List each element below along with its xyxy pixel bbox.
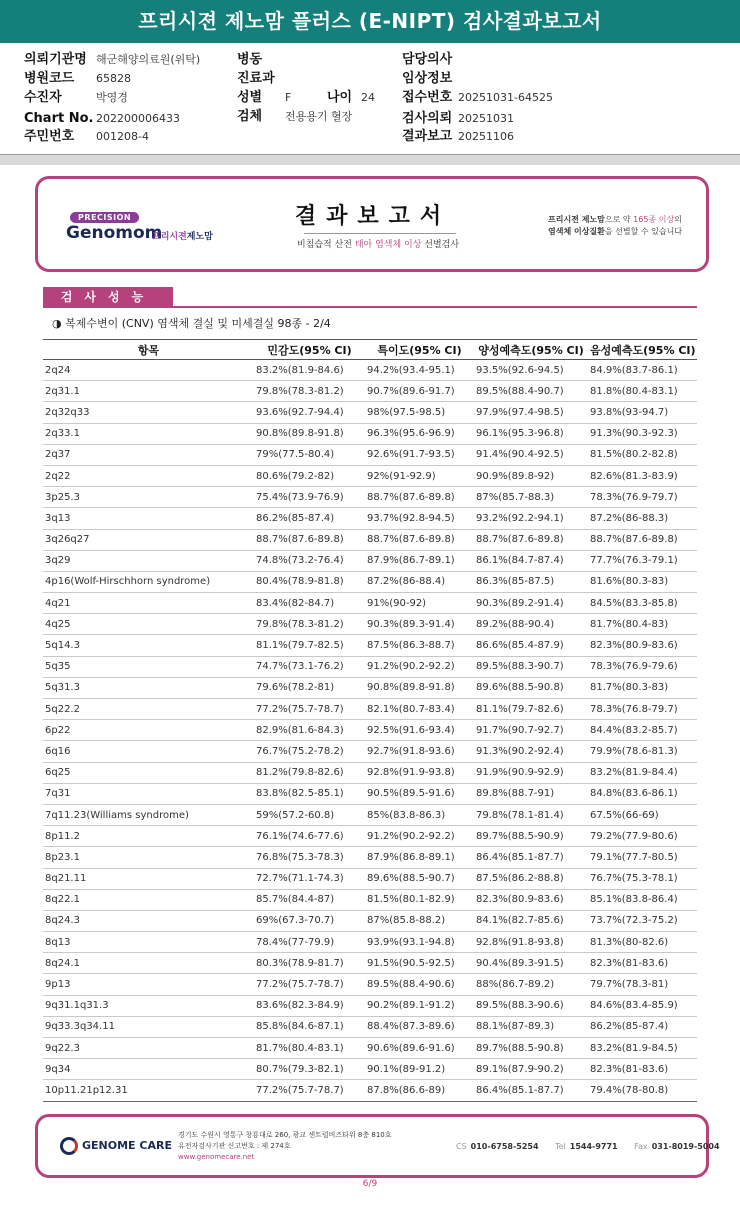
cell-ppv: 79.8%(78.1-81.4) [474, 804, 588, 825]
cell-specificity: 91.5%(90.5-92.5) [365, 953, 474, 974]
table-row [43, 656, 697, 677]
cell-npv: 81.7%(80.3-83) [588, 677, 697, 698]
cell-specificity: 91.2%(90.2-92.2) [365, 656, 474, 677]
table-row [43, 1080, 697, 1101]
cell-specificity: 91.2%(90.2-92.2) [365, 826, 474, 847]
cell-item: 8q24.1 [43, 953, 254, 974]
cell-npv: 84.6%(83.4-85.9) [588, 995, 697, 1016]
subtitle-part-1: 비침습적 산전 [296, 240, 355, 250]
footer-contacts [456, 1142, 734, 1151]
genomom-logo: Genomom [66, 223, 163, 243]
separator-band [0, 155, 740, 165]
age-label: 나이 [327, 90, 353, 105]
fax-label: Fax [634, 1142, 648, 1151]
cell-item: 9p13 [43, 974, 254, 995]
cell-ppv: 86.4%(85.1-87.7) [474, 847, 588, 868]
cell-ppv: 91.4%(90.4-92.5) [474, 444, 588, 465]
fax-number: 031-8019-5004 [651, 1142, 720, 1151]
cell-ppv: 89.5%(88.3-90.6) [474, 995, 588, 1016]
promo-text [548, 214, 698, 238]
page-number: 6/9 [362, 1179, 378, 1189]
cell-sensitivity: 79.8%(78.3-81.2) [254, 381, 365, 402]
cell-sensitivity: 77.2%(75.7-78.7) [254, 974, 365, 995]
subtitle-highlight: 태아 염색체 이상 [354, 240, 422, 250]
cell-sensitivity: 85.8%(84.6-87.1) [254, 1016, 365, 1037]
cell-item: 2q33.1 [43, 423, 254, 444]
cell-specificity: 87.9%(86.8-89.1) [365, 847, 474, 868]
promo-text-2: 의 [674, 215, 682, 224]
cell-npv: 82.6%(81.3-83.9) [588, 465, 697, 486]
genome-care-icon [60, 1137, 78, 1155]
age-value: 24 [361, 91, 375, 104]
cell-item: 2q37 [43, 444, 254, 465]
table-row [43, 444, 697, 465]
cell-sensitivity: 80.4%(78.9-81.8) [254, 571, 365, 592]
cell-item: 8q21.11 [43, 868, 254, 889]
table-row [43, 720, 697, 741]
cell-specificity: 87%(85.8-88.2) [365, 910, 474, 931]
cell-item: 8q13 [43, 932, 254, 953]
cell-specificity: 93.7%(92.8-94.5) [365, 508, 474, 529]
header-item: 항목 [43, 340, 254, 360]
table-row [43, 995, 697, 1016]
precision-badge: PRECISION [70, 212, 139, 223]
section-divider [43, 306, 697, 308]
cell-npv: 88.7%(87.6-89.8) [588, 529, 697, 550]
chart-no-value: 202200006433 [96, 112, 180, 125]
website-link[interactable]: www.genomecare.net [178, 1153, 255, 1161]
cell-specificity: 88.7%(87.6-89.8) [365, 487, 474, 508]
cell-ppv: 90.9%(89.8-92) [474, 465, 588, 486]
table-header-row [43, 340, 697, 360]
cell-item: 7q11.23(Williams syndrome) [43, 804, 254, 825]
report-title-bar: 프리시젼 제노맘 플러스 (E-NIPT) 검사결과보고서 [0, 0, 740, 43]
cell-sensitivity: 79.8%(78.3-81.2) [254, 614, 365, 635]
request-date-value: 20251031 [458, 112, 514, 125]
cell-ppv: 84.1%(82.7-85.6) [474, 910, 588, 931]
result-report-heading: 결과보고서 [294, 203, 452, 229]
cell-specificity: 93.9%(93.1-94.8) [365, 932, 474, 953]
table-row [43, 360, 697, 381]
cell-sensitivity: 80.6%(79.2-82) [254, 465, 365, 486]
cell-ppv: 81.1%(79.7-82.6) [474, 699, 588, 720]
cell-specificity: 85%(83.8-86.3) [365, 804, 474, 825]
performance-table [43, 339, 697, 1102]
cell-ppv: 92.8%(91.8-93.8) [474, 932, 588, 953]
table-row [43, 826, 697, 847]
cell-ppv: 89.8%(88.7-91) [474, 783, 588, 804]
cell-sensitivity: 74.8%(73.2-76.4) [254, 550, 365, 571]
cell-specificity: 91%(90-92) [365, 593, 474, 614]
cell-sensitivity: 77.2%(75.7-78.7) [254, 699, 365, 720]
cell-npv: 79.4%(78-80.8) [588, 1080, 697, 1101]
cell-item: 8p11.2 [43, 826, 254, 847]
cell-sensitivity: 69%(67.3-70.7) [254, 910, 365, 931]
cell-specificity: 88.7%(87.6-89.8) [365, 529, 474, 550]
cell-item: 4q25 [43, 614, 254, 635]
table-row [43, 508, 697, 529]
cs-label: CS [456, 1142, 467, 1151]
cell-item: 8p23.1 [43, 847, 254, 868]
cell-specificity: 90.3%(89.3-91.4) [365, 614, 474, 635]
cell-item: 5q31.3 [43, 677, 254, 698]
cell-npv: 81.6%(80.3-83) [588, 571, 697, 592]
doctor-label: 담당의사 [402, 52, 453, 67]
cell-sensitivity: 83.8%(82.5-85.1) [254, 783, 365, 804]
cell-ppv: 82.3%(80.9-83.6) [474, 889, 588, 910]
cell-npv: 84.8%(83.6-86.1) [588, 783, 697, 804]
cell-ppv: 87.5%(86.2-88.8) [474, 868, 588, 889]
genomom-sublogo [152, 229, 213, 242]
cell-item: 3q13 [43, 508, 254, 529]
cell-npv: 81.7%(80.4-83) [588, 614, 697, 635]
cell-sensitivity: 82.9%(81.6-84.3) [254, 720, 365, 741]
table-row [43, 868, 697, 889]
table-row [43, 847, 697, 868]
cell-npv: 78.3%(76.9-79.6) [588, 656, 697, 677]
cell-specificity: 98%(97.5-98.5) [365, 402, 474, 423]
cell-sensitivity: 76.7%(75.2-78.2) [254, 741, 365, 762]
table-row [43, 423, 697, 444]
cell-npv: 83.2%(81.9-84.5) [588, 1038, 697, 1059]
cell-ppv: 97.9%(97.4-98.5) [474, 402, 588, 423]
subtitle-part-2: 선별검사 [421, 240, 460, 250]
address-line-1: 경기도 수원시 영통구 창룡대로 260, 광교 센트럴비즈타워 8층 810호 [178, 1131, 392, 1139]
cell-specificity: 81.5%(80.1-82.9) [365, 889, 474, 910]
cell-sensitivity: 83.2%(81.9-84.6) [254, 360, 365, 381]
cell-sensitivity: 86.2%(85-87.4) [254, 508, 365, 529]
table-row [43, 402, 697, 423]
cell-item: 4p16(Wolf-Hirschhorn syndrome) [43, 571, 254, 592]
cell-specificity: 87.2%(86-88.4) [365, 571, 474, 592]
cell-ppv: 89.1%(87.9-90.2) [474, 1059, 588, 1080]
cell-item: 7q31 [43, 783, 254, 804]
table-row [43, 762, 697, 783]
table-row [43, 571, 697, 592]
promo-text-1: 으로 약 [604, 215, 634, 224]
institution-value: 해군해양의료원(위탁) [96, 53, 201, 66]
cell-specificity: 92%(91-92.9) [365, 465, 474, 486]
report-date-value: 20251106 [458, 130, 514, 143]
cell-item: 5q22.2 [43, 699, 254, 720]
sex-value: F [285, 91, 292, 104]
cell-specificity: 90.1%(89-91.2) [365, 1059, 474, 1080]
cell-specificity: 90.2%(89.1-91.2) [365, 995, 474, 1016]
registration-line: 유전자검사기관 신고번호 : 제 274호 [178, 1142, 291, 1150]
report-subtitle [278, 237, 478, 250]
cell-npv: 84.5%(83.3-85.8) [588, 593, 697, 614]
ward-label: 병동 [237, 52, 263, 67]
cell-sensitivity: 85.7%(84.4-87) [254, 889, 365, 910]
promo-disease: 염색체 이상질환 [548, 227, 605, 236]
cell-ppv: 89.2%(88-90.4) [474, 614, 588, 635]
patient-info-panel [0, 43, 740, 155]
cell-sensitivity: 93.6%(92.7-94.4) [254, 402, 365, 423]
table-row [43, 381, 697, 402]
table-row [43, 932, 697, 953]
cell-specificity: 90.5%(89.5-91.6) [365, 783, 474, 804]
chart-no-label: Chart No. [24, 111, 94, 126]
cell-npv: 73.7%(72.3-75.2) [588, 910, 697, 931]
cell-npv: 93.8%(93-94.7) [588, 402, 697, 423]
table-row [43, 1059, 697, 1080]
cell-npv: 87.2%(86-88.3) [588, 508, 697, 529]
cell-item: 2q22 [43, 465, 254, 486]
cell-sensitivity: 83.6%(82.3-84.9) [254, 995, 365, 1016]
cell-specificity: 94.2%(93.4-95.1) [365, 360, 474, 381]
cell-sensitivity: 90.8%(89.8-91.8) [254, 423, 365, 444]
receipt-no-value: 20251031-64525 [458, 91, 553, 104]
cell-specificity: 90.8%(89.8-91.8) [365, 677, 474, 698]
cell-sensitivity: 80.7%(79.3-82.1) [254, 1059, 365, 1080]
cell-ppv: 90.3%(89.2-91.4) [474, 593, 588, 614]
cell-specificity: 82.1%(80.7-83.4) [365, 699, 474, 720]
cell-specificity: 92.5%(91.6-93.4) [365, 720, 474, 741]
cell-ppv: 88.1%(87-89.3) [474, 1016, 588, 1037]
cell-sensitivity: 79.6%(78.2-81) [254, 677, 365, 698]
section-caption: ◑ 복제수변이 (CNV) 염색체 결실 및 미세결실 98종 - 2/4 [52, 317, 331, 330]
brand-sub-2: 제노맘 [186, 232, 213, 242]
cell-sensitivity: 79%(77.5-80.4) [254, 444, 365, 465]
cell-npv: 79.1%(77.7-80.5) [588, 847, 697, 868]
cell-ppv: 86.1%(84.7-87.4) [474, 550, 588, 571]
cell-specificity: 90.7%(89.6-91.7) [365, 381, 474, 402]
cell-ppv: 93.5%(92.6-94.5) [474, 360, 588, 381]
cell-ppv: 91.9%(90.9-92.9) [474, 762, 588, 783]
cell-specificity: 92.6%(91.7-93.5) [365, 444, 474, 465]
cell-ppv: 86.4%(85.1-87.7) [474, 1080, 588, 1101]
promo-count: 165종 이상 [633, 215, 675, 224]
brand-sub-1: 프리시젼 [152, 232, 187, 242]
table-row [43, 529, 697, 550]
cell-npv: 85.1%(83.8-86.4) [588, 889, 697, 910]
cell-ppv: 89.5%(88.3-90.7) [474, 656, 588, 677]
cell-npv: 82.3%(81-83.6) [588, 1059, 697, 1080]
cell-ppv: 86.3%(85-87.5) [474, 571, 588, 592]
cell-sensitivity: 81.1%(79.7-82.5) [254, 635, 365, 656]
cell-item: 5q35 [43, 656, 254, 677]
genome-care-name: GENOME CARE [82, 1139, 172, 1152]
cell-specificity: 89.5%(88.4-90.6) [365, 974, 474, 995]
cell-npv: 67.5%(66-69) [588, 804, 697, 825]
cell-sensitivity: 75.4%(73.9-76.9) [254, 487, 365, 508]
heading-divider [304, 233, 456, 234]
cell-npv: 84.9%(83.7-86.1) [588, 360, 697, 381]
header-ppv: 양성예측도(95% CI) [474, 340, 588, 360]
footer-box [35, 1114, 720, 1178]
table-row [43, 1038, 697, 1059]
hospital-code-label: 병원코드 [24, 71, 75, 86]
hospital-code-value: 65828 [96, 72, 131, 85]
cell-sensitivity: 59%(57.2-60.8) [254, 804, 365, 825]
cell-item: 5q14.3 [43, 635, 254, 656]
promo-text-3: 을 선별할 수 있습니다 [604, 227, 683, 236]
cell-npv: 79.7%(78.3-81) [588, 974, 697, 995]
request-date-label: 검사의뢰 [402, 111, 453, 126]
cell-ppv: 86.6%(85.4-87.9) [474, 635, 588, 656]
institution-label: 의뢰기관명 [24, 52, 87, 67]
recipient-value: 박영경 [96, 91, 128, 104]
cell-specificity: 89.6%(88.5-90.7) [365, 868, 474, 889]
cell-ppv: 88.7%(87.6-89.8) [474, 529, 588, 550]
cell-item: 8q22.1 [43, 889, 254, 910]
resident-no-label: 주민번호 [24, 129, 75, 144]
cell-item: 3p25.3 [43, 487, 254, 508]
cell-item: 6q16 [43, 741, 254, 762]
cell-item: 8q24.3 [43, 910, 254, 931]
report-date-label: 결과보고 [402, 129, 453, 144]
table-row [43, 889, 697, 910]
cell-specificity: 92.7%(91.8-93.6) [365, 741, 474, 762]
cell-sensitivity: 80.3%(78.9-81.7) [254, 953, 365, 974]
cell-npv: 86.2%(85-87.4) [588, 1016, 697, 1037]
cell-npv: 81.8%(80.4-83.1) [588, 381, 697, 402]
cell-sensitivity: 74.7%(73.1-76.2) [254, 656, 365, 677]
specimen-value: 전용용기 혈장 [285, 110, 353, 123]
cell-specificity: 87.9%(86.7-89.1) [365, 550, 474, 571]
table-row [43, 910, 697, 931]
cell-specificity: 92.8%(91.9-93.8) [365, 762, 474, 783]
footer-address [178, 1130, 392, 1163]
cell-sensitivity: 76.8%(75.3-78.3) [254, 847, 365, 868]
table-row [43, 783, 697, 804]
cell-sensitivity: 76.1%(74.6-77.6) [254, 826, 365, 847]
cell-ppv: 91.7%(90.7-92.7) [474, 720, 588, 741]
cell-ppv: 91.3%(90.2-92.4) [474, 741, 588, 762]
cell-item: 6q25 [43, 762, 254, 783]
dept-label: 진료과 [237, 71, 275, 86]
header-sensitivity: 민감도(95% CI) [254, 340, 365, 360]
promo-brand: 프리시젼 제노맘 [548, 215, 605, 224]
table-row [43, 593, 697, 614]
report-banner [35, 176, 709, 272]
cell-ppv: 96.1%(95.3-96.8) [474, 423, 588, 444]
cell-npv: 78.3%(76.9-79.7) [588, 487, 697, 508]
cell-sensitivity: 83.4%(82-84.7) [254, 593, 365, 614]
clinical-info-label: 임상정보 [402, 71, 453, 86]
cell-item: 10p11.21p12.31 [43, 1080, 254, 1101]
cell-npv: 78.3%(76.8-79.7) [588, 699, 697, 720]
cell-sensitivity: 88.7%(87.6-89.8) [254, 529, 365, 550]
cell-npv: 81.5%(80.2-82.8) [588, 444, 697, 465]
tel-number: 1544-9771 [569, 1142, 618, 1151]
cell-item: 9q33.3q34.11 [43, 1016, 254, 1037]
cell-item: 3q29 [43, 550, 254, 571]
cell-ppv: 89.7%(88.5-90.8) [474, 1038, 588, 1059]
cell-specificity: 88.4%(87.3-89.6) [365, 1016, 474, 1037]
cell-item: 2q24 [43, 360, 254, 381]
specimen-label: 검체 [237, 109, 263, 124]
header-npv: 음성예측도(95% CI) [588, 340, 697, 360]
cell-ppv: 93.2%(92.2-94.1) [474, 508, 588, 529]
cell-npv: 79.2%(77.9-80.6) [588, 826, 697, 847]
table-row [43, 804, 697, 825]
table-row [43, 677, 697, 698]
cell-ppv: 88%(86.7-89.2) [474, 974, 588, 995]
cell-sensitivity: 78.4%(77-79.9) [254, 932, 365, 953]
cell-npv: 76.7%(75.3-78.1) [588, 868, 697, 889]
cell-npv: 82.3%(81-83.6) [588, 953, 697, 974]
cell-npv: 91.3%(90.3-92.3) [588, 423, 697, 444]
table-body [43, 360, 697, 1102]
resident-no-value: 001208-4 [96, 130, 149, 143]
cell-sensitivity: 81.2%(79.8-82.6) [254, 762, 365, 783]
cell-item: 2q31.1 [43, 381, 254, 402]
table-row [43, 635, 697, 656]
table-row [43, 1016, 697, 1037]
cell-item: 6p22 [43, 720, 254, 741]
table-row [43, 974, 697, 995]
cell-npv: 81.3%(80-82.6) [588, 932, 697, 953]
table-row [43, 741, 697, 762]
cell-item: 3q26q27 [43, 529, 254, 550]
cell-item: 9q31.1q31.3 [43, 995, 254, 1016]
table-row [43, 550, 697, 571]
cell-ppv: 89.5%(88.4-90.7) [474, 381, 588, 402]
tel-label: Tel [555, 1142, 566, 1151]
cell-ppv: 89.6%(88.5-90.8) [474, 677, 588, 698]
recipient-label: 수진자 [24, 90, 62, 105]
cell-sensitivity: 81.7%(80.4-83.1) [254, 1038, 365, 1059]
cell-specificity: 96.3%(95.6-96.9) [365, 423, 474, 444]
header-specificity: 특이도(95% CI) [365, 340, 474, 360]
cell-specificity: 90.6%(89.6-91.6) [365, 1038, 474, 1059]
cell-ppv: 89.7%(88.5-90.9) [474, 826, 588, 847]
table-row [43, 953, 697, 974]
cell-npv: 77.7%(76.3-79.1) [588, 550, 697, 571]
table-row [43, 487, 697, 508]
cell-npv: 84.4%(83.2-85.7) [588, 720, 697, 741]
cs-number: 010-6758-5254 [470, 1142, 539, 1151]
cell-ppv: 90.4%(89.3-91.5) [474, 953, 588, 974]
cell-npv: 83.2%(81.9-84.4) [588, 762, 697, 783]
section-tab-performance: 검사성능 [43, 287, 173, 307]
sex-label: 성별 [237, 90, 263, 105]
cell-specificity: 87.8%(86.6-89) [365, 1080, 474, 1101]
cell-item: 9q34 [43, 1059, 254, 1080]
cell-item: 2q32q33 [43, 402, 254, 423]
table-row [43, 699, 697, 720]
table-row [43, 465, 697, 486]
cell-npv: 82.3%(80.9-83.6) [588, 635, 697, 656]
cell-npv: 79.9%(78.6-81.3) [588, 741, 697, 762]
cell-item: 4q21 [43, 593, 254, 614]
receipt-no-label: 접수번호 [402, 90, 453, 105]
cell-item: 9q22.3 [43, 1038, 254, 1059]
cell-sensitivity: 77.2%(75.7-78.7) [254, 1080, 365, 1101]
cell-sensitivity: 72.7%(71.1-74.3) [254, 868, 365, 889]
table-row [43, 614, 697, 635]
genome-care-logo [60, 1137, 172, 1155]
cell-ppv: 87%(85.7-88.3) [474, 487, 588, 508]
cell-specificity: 87.5%(86.3-88.7) [365, 635, 474, 656]
